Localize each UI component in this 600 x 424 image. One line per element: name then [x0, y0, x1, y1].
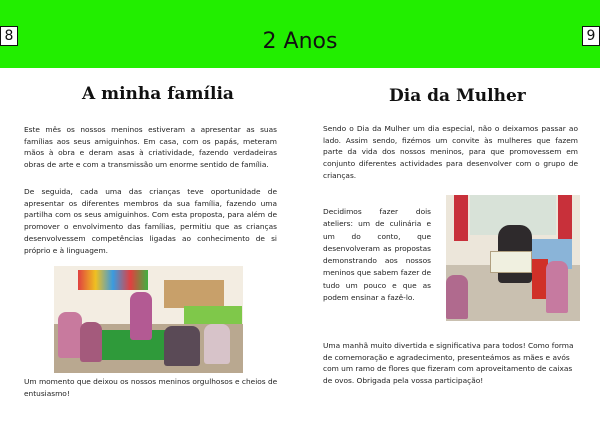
classroom-photo: [54, 266, 243, 373]
page-number-right: 9: [582, 26, 600, 46]
womens-day-paragraph-1: Sendo o Dia da Mulher um dia especial, não o deixamos passar ao lado. Assim sendo, fizémos um convite às mulheres que fazem parte da vida dos nossos meninos, para que promovessem em conjunto diferentes actividades para desenvolver com o grupo de crianças.: [323, 124, 578, 180]
family-paragraph-1: Este mês os nossos meninos estiveram a apresentar as suas famílias aos seus amiguinhos. Em casa, com os papás, meteram mãos à obra e deram asas à criatividade, fazendo verdadeiras obras de arte e com a transmissão um enorme sentido de família.: [24, 125, 277, 170]
family-heading: A minha família: [82, 84, 234, 104]
page-title: 2 Anos: [262, 29, 338, 54]
womens-day-heading: Dia da Mulher: [389, 86, 526, 106]
family-paragraph-2: De seguida, cada uma das crianças teve oportunidade de apresentar os diferentes membros da sua família, fazendo uma partilha com os seus amiguinhos. Com esta proposta, para além de promover o envolvimento das famílias, permitiu que as crianças desenvolvessem competências ligadas ao conhecimento de si próprio e à linguagem.: [24, 187, 277, 255]
page-header: [0, 0, 600, 68]
story-reading-photo: [446, 195, 580, 321]
family-caption: Um momento que deixou os nossos meninos orgulhosos e cheios de entusiasmo!: [24, 377, 278, 398]
page-number-left: 8: [0, 26, 18, 46]
womens-day-paragraph-2: Decidimos fazer dois ateliers: um de culinária e um do conto, que desenvolveram as propostas demonstrando aos nossos meninos que sabem fazer de tudo um pouco e que as podem ensinar a fazê-lo.: [323, 207, 431, 303]
womens-day-paragraph-3: Uma manhã muito divertida e significativa para todos! Como forma de comemoração e agradecimento, presenteámos as mães e avós com um ramo de flores que fizeram com aproveitamento de caixas de ovos. Obrigada pela vossa participação!: [323, 341, 574, 386]
